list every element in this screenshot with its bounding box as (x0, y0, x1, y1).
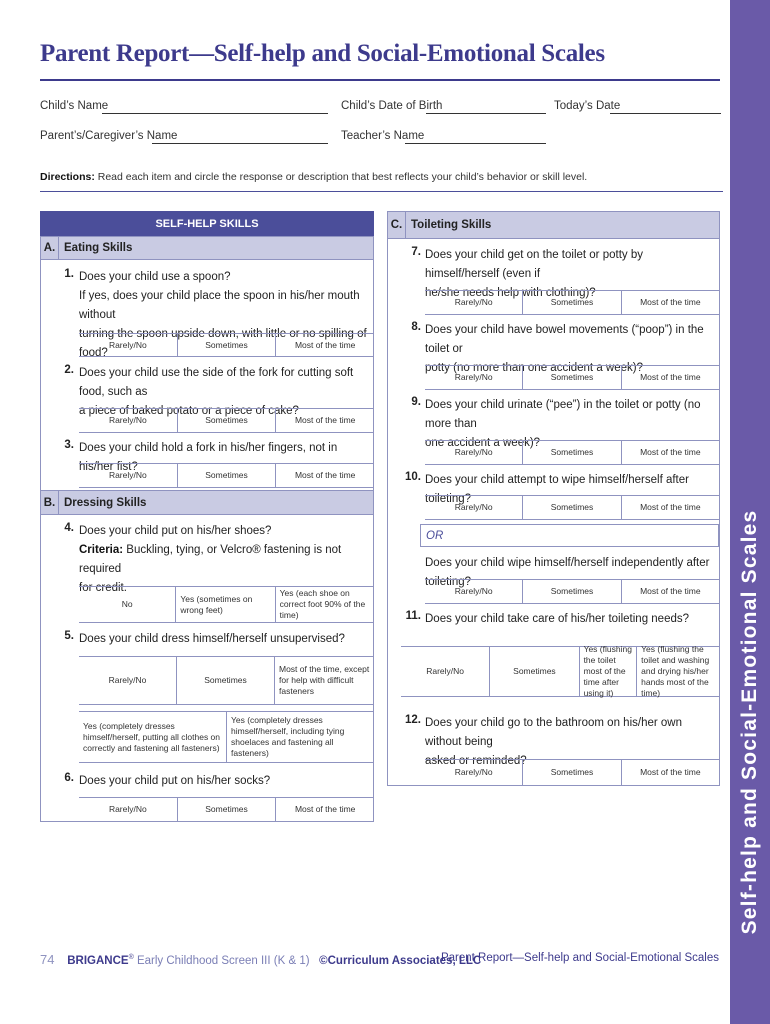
question-number: 8. (411, 321, 421, 333)
q10-alt-options (425, 579, 719, 604)
question-line: potty (no more than one accident a week)? (425, 362, 643, 374)
question-line: Does your child have bowel movements (“poop”) in the toilet or (425, 324, 704, 355)
option-rarely[interactable]: Rarely/No (108, 415, 147, 425)
section-name: Toileting Skills (411, 219, 492, 231)
option-most[interactable]: Most of the time (621, 580, 719, 603)
question-number: 1. (64, 268, 74, 280)
question-line: Does your child attempt to wipe himself/herself after toileting? (425, 474, 689, 505)
option-sometimes[interactable]: Sometimes (522, 441, 620, 464)
question-line: Does your child use the side of the fork for cutting soft food, such as (79, 367, 354, 398)
title-divider (40, 79, 720, 81)
directions-text: Read each item and circle the response or description that best reflects your child’s behavior or skill level. (94, 171, 588, 183)
option-most[interactable]: Most of the time (275, 464, 374, 487)
product-name: Early Childhood Screen III (K & 1) (133, 955, 310, 967)
panel-border (719, 239, 720, 785)
option-rarely[interactable]: Rarely/No (108, 804, 147, 814)
q5-options-row2 (79, 711, 374, 763)
question-6 (79, 772, 374, 791)
option-sometimes[interactable]: Sometimes (522, 291, 620, 314)
option-rarely[interactable]: Rarely/No (454, 297, 493, 307)
q10-options (425, 495, 719, 520)
question-line: turning the spoon upside down, with little or no spilling of food? (79, 328, 367, 359)
question-line: for credit. (79, 582, 127, 594)
q2-options (79, 408, 374, 433)
option-rarely[interactable]: Rarely/No (108, 675, 147, 685)
section-letter: A. (41, 237, 59, 259)
question-number: 6. (64, 772, 74, 784)
option-most[interactable]: Most of the time (621, 760, 719, 785)
dob-label: Child’s Date of Birth (341, 100, 443, 112)
self-help-header: SELF-HELP SKILLS (40, 211, 374, 236)
option-rarely[interactable]: Rarely/No (454, 586, 493, 596)
question-5 (79, 630, 374, 649)
criteria-text: Buckling, tying, or Velcro® fastening is not required (79, 544, 342, 575)
question-number: 3. (64, 439, 74, 451)
question-line: Does your child dress himself/herself unsupervised? (79, 633, 345, 645)
question-line: Does your child use a spoon? (79, 271, 231, 283)
question-11 (425, 610, 717, 629)
section-letter: C. (388, 212, 406, 238)
question-number: 5. (64, 630, 74, 642)
question-number: 4. (64, 522, 74, 534)
section-toileting-header (387, 211, 720, 239)
sidebar-title: Self-help and Social-Emotional Scales (738, 509, 761, 935)
question-10-alt: Does your child wipe himself/herself independently after toileting? (425, 557, 710, 588)
today-label: Today’s Date (554, 100, 621, 112)
question-line: Does your child urinate (“pee”) in the toilet or potty (no more than (425, 399, 701, 430)
option-rarely[interactable]: Rarely/No (426, 666, 465, 676)
question-number: 2. (64, 364, 74, 376)
q11-options (401, 646, 719, 697)
page-number: 74 (40, 952, 55, 967)
question-line: Does your child get on the toilet or potty by himself/herself (even if (425, 249, 643, 280)
option-sometimes[interactable]: Sometimes (522, 366, 620, 389)
option-sometimes[interactable]: Sometimes (522, 496, 620, 519)
today-date-field[interactable] (610, 113, 721, 114)
question-line: asked or reminded? (425, 755, 527, 767)
section-name: Dressing Skills (64, 496, 147, 509)
question-number: 10. (405, 471, 421, 483)
q12-options (425, 759, 719, 785)
footer-right: Parent Report—Self-help and Social-Emotional Scales (440, 952, 719, 964)
brand-name: BRIGANCE (67, 955, 129, 967)
option-rarely[interactable]: Rarely/No (108, 470, 147, 480)
q9-options (425, 440, 719, 465)
directions (40, 171, 587, 183)
question-number: 12. (405, 714, 421, 726)
footer-left (40, 952, 481, 967)
question-number: 11. (405, 610, 421, 622)
option-rarely[interactable]: Rarely/No (454, 447, 493, 457)
panel-border (387, 785, 720, 786)
option-yes-correct-foot[interactable]: Yes (each shoe on correct foot 90% of the time) (275, 587, 374, 622)
option-most[interactable]: Most of the time (621, 291, 719, 314)
option-rarely[interactable]: Rarely/No (454, 502, 493, 512)
option-sometimes[interactable]: Sometimes (522, 580, 620, 603)
q4-options (79, 586, 374, 623)
option-sometimes[interactable]: Sometimes (177, 334, 276, 356)
option-no[interactable]: No (121, 599, 133, 609)
question-line: he/she needs help with clothing)? (425, 287, 596, 299)
option-rarely[interactable]: Rarely/No (454, 372, 493, 382)
copyright: ©Curriculum Associates, LLC (319, 955, 482, 967)
q3-options (79, 463, 374, 488)
child-name-label: Child’s Name (40, 100, 109, 112)
option-sometimes[interactable]: Sometimes (176, 657, 274, 704)
question-line: Does your child put on his/her shoes? (79, 525, 272, 537)
page-title: Parent Report—Self-help and Social-Emotional Scales (40, 40, 605, 67)
section-eating-header (40, 236, 374, 260)
directions-label: Directions: (40, 171, 95, 183)
question-line: Does your child go to the bathroom on his/her own without being (425, 717, 682, 748)
criteria-label: Criteria: (79, 544, 124, 556)
dob-field[interactable] (426, 113, 546, 114)
question-number: 9. (411, 396, 421, 408)
parent-name-field[interactable] (152, 143, 328, 144)
option-most-except[interactable]: Most of the time, except for help with difficult fasteners (274, 657, 374, 704)
question-line: one accident a week)? (425, 437, 541, 449)
option-rarely[interactable]: Rarely/No (454, 767, 493, 777)
q1-options (79, 333, 374, 357)
option-completely-dresses[interactable]: Yes (completely dresses himself/herself, putting all clothes on correctly and fastening all fasteners) (83, 720, 221, 753)
question-line: If yes, does your child place the spoon in his/her mouth without (79, 290, 360, 321)
option-sometimes[interactable]: Sometimes (522, 760, 620, 785)
q6-options (79, 797, 374, 822)
q7-options (425, 290, 719, 315)
option-most[interactable]: Most of the time (275, 409, 374, 432)
option-sometimes[interactable]: Sometimes (177, 409, 276, 432)
question-number: 7. (411, 246, 421, 258)
q5-options-row1 (79, 656, 374, 705)
option-yes-flushing-washing[interactable]: Yes (flushing the toilet and washing and drying his/her hands most of the time) (636, 647, 719, 696)
question-line: Does your child take care of his/her toileting needs? (425, 613, 690, 625)
option-yes-flushing[interactable]: Yes (flushing the toilet most of the time after using it) (579, 647, 637, 696)
teacher-name-label: Teacher’s Name (341, 130, 425, 142)
criteria-line (79, 541, 374, 579)
option-sometimes[interactable]: Sometimes (177, 464, 276, 487)
section-letter: B. (41, 491, 59, 514)
question-line: Does your child hold a fork in his/her fingers, not in his/her fist? (79, 442, 338, 473)
child-name-field[interactable] (102, 113, 328, 114)
directions-divider (40, 191, 723, 192)
registered-mark: ® (128, 954, 134, 962)
option-sometimes[interactable]: Sometimes (489, 647, 578, 696)
option-yes-wrong-feet[interactable]: Yes (sometimes on wrong feet) (175, 587, 274, 622)
q8-options (425, 365, 719, 390)
option-most[interactable]: Most of the time (621, 366, 719, 389)
parent-name-label: Parent’s/Caregiver’s Name (40, 130, 178, 142)
question-line: Does your child put on his/her socks? (79, 775, 271, 787)
option-rarely[interactable]: Rarely/No (108, 339, 147, 350)
question-line: a piece of baked potato or a piece of cake? (79, 405, 299, 417)
section-name: Eating Skills (64, 242, 133, 254)
option-most[interactable]: Most of the time (275, 334, 374, 356)
option-completely-dresses-shoelaces[interactable]: Yes (completely dresses himself/herself, including tying shoelaces and fastening all fasteners) (226, 712, 374, 762)
option-most[interactable]: Most of the time (621, 496, 719, 519)
option-sometimes[interactable]: Sometimes (177, 798, 276, 821)
option-most[interactable]: Most of the time (275, 798, 374, 821)
option-most[interactable]: Most of the time (621, 441, 719, 464)
or-divider: OR (420, 524, 719, 547)
section-dressing-header (40, 490, 374, 515)
teacher-name-field[interactable] (405, 143, 546, 144)
